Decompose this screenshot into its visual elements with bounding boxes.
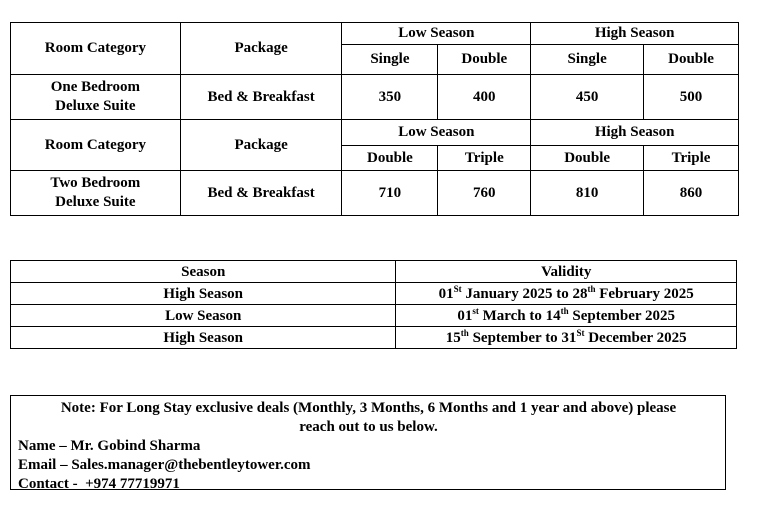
subheader-cell: Single [531,45,644,75]
header-season: Season [11,261,396,283]
table-row [11,261,737,283]
validity-cell: 01st March to 14th September 2025 [396,305,737,327]
header-package: Package [180,23,342,75]
subheader-cell: Double [438,45,531,75]
price-cell: 400 [438,75,531,120]
subheader-cell: Double [342,146,438,171]
room-name-line: One Bedroom [50,79,141,95]
contact-phone: Contact - +974 77719971 [18,476,180,492]
validity-cell: 15th September to 31St December 2025 [396,327,737,349]
price-cell: 710 [342,171,438,216]
price-cell: 810 [531,171,644,216]
season-validity-table [10,260,737,349]
room-category-cell [11,171,181,216]
room-name-line: Two Bedroom [50,175,141,191]
note-text: reach out to us below. [299,419,438,435]
subheader-cell: Triple [438,146,531,171]
header-room-category: Room Category [11,23,181,75]
header-high-season: High Season [531,23,739,45]
table-row [11,283,737,305]
header-package: Package [180,120,342,171]
room-category-cell [11,75,181,120]
subheader-cell: Double [644,45,739,75]
header-room-category: Room Category [11,120,181,171]
room-name-line: Deluxe Suite [55,194,136,210]
package-cell: Bed & Breakfast [180,75,342,120]
long-stay-note-box [10,395,726,490]
subheader-cell: Double [531,146,644,171]
room-rates-table [10,22,739,216]
season-cell: High Season [11,283,396,305]
table-row [11,305,737,327]
note-text: Note: For Long Stay exclusive deals (Monthly, 3 Months, 6 Months and 1 year and above) please [60,400,677,416]
price-cell: 350 [342,75,438,120]
table-row [11,171,739,216]
contact-email: Email – Sales.manager@thebentleytower.com [18,457,311,473]
header-validity: Validity [396,261,737,283]
season-cell: Low Season [11,305,396,327]
subheader-cell: Single [342,45,438,75]
price-cell: 450 [531,75,644,120]
price-cell: 760 [438,171,531,216]
validity-cell: 01St January 2025 to 28th February 2025 [396,283,737,305]
header-low-season: Low Season [342,120,531,146]
table-row [11,23,739,45]
season-cell: High Season [11,327,396,349]
room-name-line: Deluxe Suite [55,98,136,114]
header-high-season: High Season [531,120,739,146]
table-row [11,327,737,349]
price-cell: 860 [644,171,739,216]
table-row [11,75,739,120]
header-low-season: Low Season [342,23,531,45]
contact-name: Name – Mr. Gobind Sharma [18,438,201,454]
price-cell: 500 [644,75,739,120]
table-row [11,120,739,146]
subheader-cell: Triple [644,146,739,171]
package-cell: Bed & Breakfast [180,171,342,216]
